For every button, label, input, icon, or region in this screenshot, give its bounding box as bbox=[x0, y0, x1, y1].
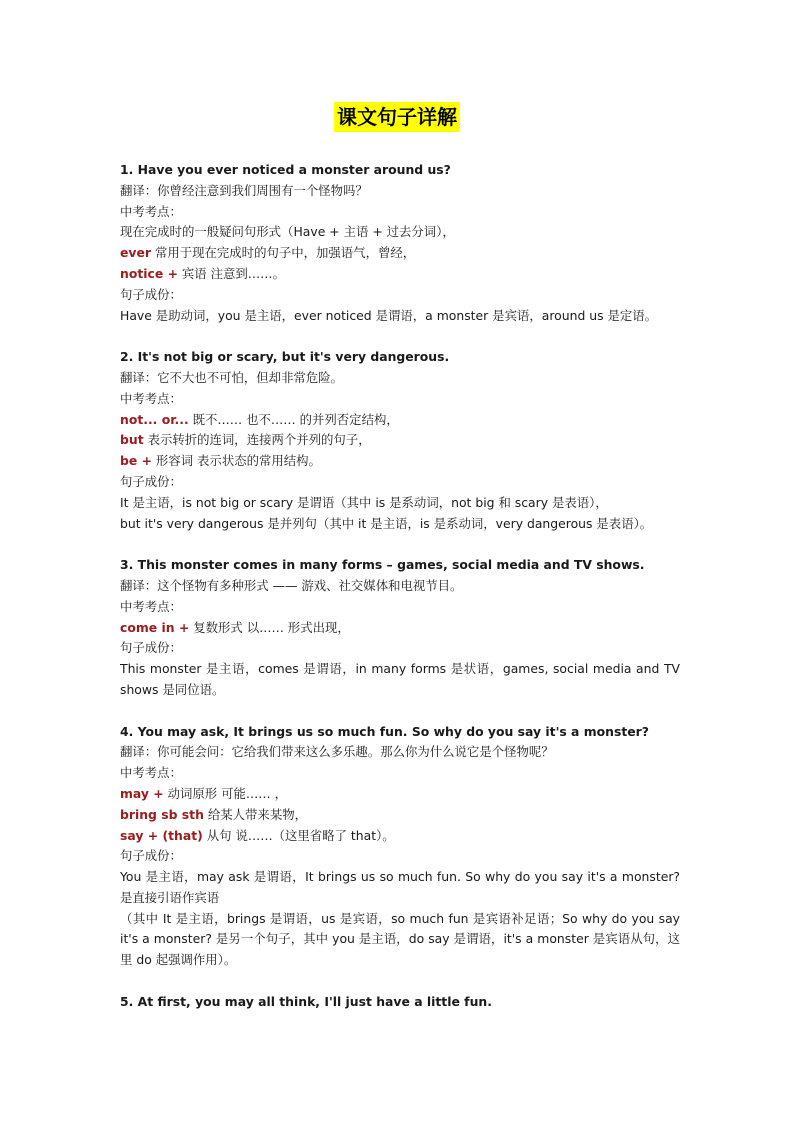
s1-keypoints-label: 中考考点： bbox=[120, 203, 182, 219]
s1-point-1: 现在完成时的一般疑问句形式（Have + 主语 + 过去分词）， bbox=[120, 224, 455, 240]
s4-point-2-key: bring sb sth bbox=[120, 806, 204, 822]
s4-translation: 翻译：你可能会问：它给我们带来这么多乐趣。那么你为什么说它是个怪物呢？ bbox=[120, 744, 554, 760]
s2-point-1-key: not... or... bbox=[120, 411, 189, 427]
s2-point-2-key: but bbox=[120, 432, 144, 448]
page-title: 课文句子详解 bbox=[334, 102, 460, 132]
s3-point-1 bbox=[120, 618, 680, 639]
s4-components-2: （其中 It 是主语，brings 是谓语，us 是宾语，so much fun 是宾语补足语；So why do you say it's a monster? 是另一个句子，其中 you 是主语，do say 是谓语，it's a monster 是宾语从句，这里 do 起强调作用）。 bbox=[120, 910, 680, 968]
s1-point-3-text: 宾语 注意到……。 bbox=[177, 265, 285, 281]
s4-point-2 bbox=[120, 805, 680, 826]
s2-heading: 2. It's not big or scary, but it's very dangerous. bbox=[120, 349, 450, 365]
s2-point-2-text: 表示转折的连词，连接两个并列的句子， bbox=[143, 432, 371, 448]
s3-keypoints-label: 中考考点： bbox=[120, 598, 182, 614]
spacer bbox=[120, 534, 680, 555]
s3-point-1-text: 复数形式 以…… 形式出现， bbox=[189, 619, 350, 635]
s3-point-1-key: come in + bbox=[120, 619, 190, 635]
s4-heading: 4. You may ask, It brings us so much fun. So why do you say it's a monster? bbox=[120, 723, 649, 739]
s1-components-label: 句子成份： bbox=[120, 286, 182, 302]
s4-components-label: 句子成份： bbox=[120, 848, 182, 864]
s2-keypoints-label: 中考考点： bbox=[120, 390, 182, 406]
s4-point-3-text: 从句 说……（这里省略了 that）。 bbox=[202, 827, 395, 843]
s2-components-2: but it's very dangerous 是并列句（其中 it 是主语，is 是系动词，very dangerous 是表语）。 bbox=[120, 515, 653, 531]
s1-point-2 bbox=[120, 243, 680, 264]
s2-point-3-key: be + bbox=[120, 453, 152, 469]
s2-point-1-text: 既不…… 也不…… 的并列否定结构， bbox=[188, 411, 399, 427]
spacer bbox=[120, 701, 680, 722]
s4-components-1: You 是主语，may ask 是谓语，It brings us so much fun. So why do you say it's a monster? 是直接引语作宾语 bbox=[120, 869, 680, 905]
s2-point-3 bbox=[120, 451, 680, 472]
s1-point-3 bbox=[120, 264, 680, 285]
s4-keypoints-label: 中考考点： bbox=[120, 765, 182, 781]
s1-point-2-key: ever bbox=[120, 245, 151, 261]
s1-point-2-text: 常用于现在完成时的句子中，加强语气，曾经， bbox=[151, 245, 416, 261]
spacer bbox=[120, 971, 680, 992]
s2-components-label: 句子成份： bbox=[120, 473, 182, 489]
s3-components: This monster 是主语，comes 是谓语，in many forms 是状语，games, social media and TV shows 是同位语。 bbox=[120, 661, 680, 697]
spacer bbox=[120, 326, 680, 347]
s2-translation: 翻译：它不大也不可怕，但却非常危险。 bbox=[120, 369, 344, 385]
s4-point-1 bbox=[120, 784, 680, 805]
s3-translation: 翻译：这个怪物有多种形式 —— 游戏、社交媒体和电视节目。 bbox=[120, 577, 463, 593]
s4-point-1-key: may + bbox=[120, 785, 164, 801]
s3-components-label: 句子成份： bbox=[120, 640, 182, 656]
s4-point-1-text: 动词原形 可能…… ， bbox=[163, 785, 288, 801]
s4-point-3 bbox=[120, 826, 680, 847]
s1-point-3-key: notice + bbox=[120, 265, 178, 281]
s2-point-1 bbox=[120, 410, 680, 431]
s3-heading: 3. This monster comes in many forms – games, social media and TV shows. bbox=[120, 557, 645, 573]
s2-point-2 bbox=[120, 430, 680, 451]
s2-components-1: It 是主语，is not big or scary 是谓语（其中 is 是系动词，not big 和 scary 是表语）， bbox=[120, 494, 608, 510]
s5-heading: 5. At first, you may all think, I'll just have a little fun. bbox=[120, 993, 492, 1009]
s1-components: Have 是助动词，you 是主语，ever noticed 是谓语，a monster 是宾语，around us 是定语。 bbox=[120, 307, 658, 323]
s1-translation: 翻译：你曾经注意到我们周围有一个怪物吗？ bbox=[120, 182, 368, 198]
s1-heading: 1. Have you ever noticed a monster around us? bbox=[120, 162, 451, 177]
s2-point-3-text: 形容词 表示状态的常用结构。 bbox=[151, 453, 321, 469]
content bbox=[120, 160, 680, 1013]
s4-point-2-text: 给某人带来某物， bbox=[203, 806, 307, 822]
s4-point-3-key: say + (that) bbox=[120, 827, 203, 843]
title-wrap bbox=[0, 102, 794, 132]
